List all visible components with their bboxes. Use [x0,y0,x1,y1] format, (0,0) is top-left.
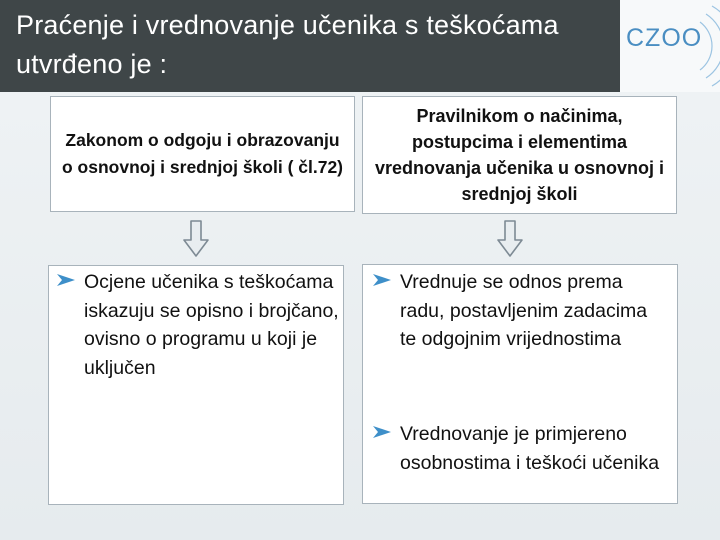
chevron-right-icon [372,425,392,439]
chevron-right-icon [372,273,392,287]
logo-text: CZOO [626,24,703,52]
law-box-right [362,96,677,214]
bullet-right-2: Vrednovanje je primjereno osobnostima i teškoći učenika [400,423,660,474]
law-heading-left: Zakonom o odgoju i obrazovanju o osnovnoj i srednjoj školi ( čl.72) [61,130,344,177]
chevron-right-icon [56,273,76,287]
bullet-right-1: Vrednuje se odnos prema radu, postavljenim zadacima te odgojnim vrijednostima [400,271,648,350]
down-arrow-icon [182,220,210,258]
bullet-left-1: Ocjene učenika s teškoćama iskazuju se opisno i brojčano, ovisno o programu u koji je uključen [84,271,339,379]
slide-header [0,0,720,92]
slide-title: Praćenje i vrednovanje učenika s teškoćama utvrđeno je : [16,10,559,79]
law-box-left [50,96,355,212]
law-heading-right: Pravilnikom o načinima, postupcima i elementima vrednovanja učenika u osnovnoj i srednjoj školi [374,106,665,204]
czoo-logo [620,0,720,92]
down-arrow-icon [496,220,524,258]
